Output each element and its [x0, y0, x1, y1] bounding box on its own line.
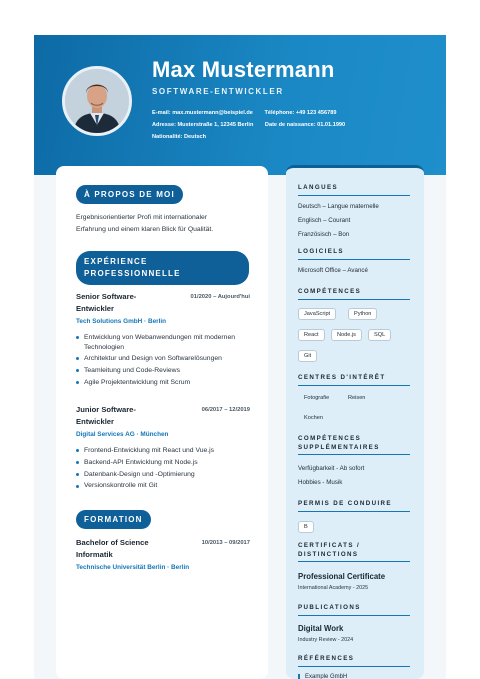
candidate-role: SOFTWARE-ENTWICKLER	[152, 87, 284, 96]
education-heading: FORMATION	[76, 510, 151, 529]
extra-skills-heading	[298, 435, 410, 455]
language-item: Englisch – Courant	[298, 217, 351, 224]
resume-header	[34, 35, 446, 175]
job-2-bullets	[76, 446, 261, 493]
extra-skill-item: Verfügbarkeit - Ab sofort	[298, 465, 365, 472]
job-1-dates: 01/2020 – Aujourd'hui	[190, 294, 250, 300]
list-item: Backend-API Entwicklung mit Node.js	[76, 458, 261, 468]
cert-heading-line-2: DISTINCTIONS	[298, 550, 359, 558]
extra-heading-line-2: SUPPLÉMENTAIRES	[298, 443, 380, 451]
list-item: Versionskontrolle mit Git	[76, 481, 261, 491]
job-1-bullets	[76, 333, 261, 390]
extra-heading-line-1: COMPÉTENCES	[298, 435, 362, 442]
about-line-2: Erfahrung und einem klaren Blick für Qualität.	[76, 226, 214, 233]
skills-heading: COMPÉTENCES	[298, 288, 410, 300]
main-column	[56, 166, 268, 679]
certificates-heading	[298, 542, 410, 562]
interest-item: Fotografie	[304, 395, 330, 401]
contact-row-3	[152, 134, 216, 140]
experience-heading: EXPÉRIENCE PROFESSIONNELLE	[76, 251, 249, 285]
list-item: Datenbank-Design und -Optimierung	[76, 470, 261, 480]
about-line-1: Ergebnisorientierter Profi mit internationaler	[76, 214, 208, 221]
skill-tag: Python	[348, 308, 377, 320]
education-dates: 10/2013 – 09/2017	[201, 540, 250, 546]
email-text: E-mail: max.mustermann@beispiel.de	[152, 110, 253, 116]
address-text: Adresse: Musterstraße 1, 12345 Berlin	[152, 122, 254, 128]
skill-tag: SQL	[368, 329, 391, 341]
interests-heading: CENTRES D'INTÉRÊT	[298, 374, 410, 386]
about-heading: À PROPOS DE MOI	[76, 185, 183, 204]
extra-skill-item: Hobbies - Musik	[298, 479, 343, 486]
sidebar-column	[286, 165, 424, 679]
interest-item: Kochen	[304, 415, 323, 421]
school-name: Technische Universität Berlin · Berlin	[76, 564, 190, 571]
job-2-dates: 06/2017 – 12/2019	[201, 407, 250, 413]
certificate-title: Professional Certificate	[298, 572, 386, 581]
cert-heading-line-1: CERTIFICATS /	[298, 542, 361, 549]
job-1-title-line-1: Senior Software-	[76, 292, 137, 301]
job-1-company: Tech Solutions GmbH · Berlin	[76, 318, 167, 325]
list-item: Architektur und Design von Softwarelösungen	[76, 354, 261, 364]
list-item: Entwicklung von Webanwendungen mit modernen Technologien	[76, 333, 261, 352]
degree-title	[76, 537, 149, 561]
license-heading: PERMIS DE CONDUIRE	[298, 500, 410, 512]
candidate-name: Max Mustermann	[152, 57, 335, 82]
interest-item: Reisen	[348, 395, 366, 401]
portrait-image	[65, 69, 129, 133]
degree-line-2: Informatik	[76, 550, 113, 559]
profile-photo	[62, 66, 132, 136]
publication-sub: Industry Review - 2024	[298, 637, 354, 643]
skill-tag: Git	[298, 350, 317, 362]
software-item: Microsoft Office – Avancé	[298, 267, 368, 274]
languages-heading: LANGUES	[298, 184, 410, 196]
job-2-title	[76, 404, 136, 428]
references-heading: RÉFÉRENCES	[298, 655, 410, 667]
publications-heading: PUBLICATIONS	[298, 604, 410, 616]
job-1-title	[76, 291, 136, 315]
license-tag: B	[298, 521, 314, 533]
skill-tag: React	[298, 329, 325, 341]
list-item: Frontend-Entwicklung mit React und Vue.js	[76, 446, 261, 456]
skill-tag: JavaScript	[298, 308, 336, 320]
skill-tag: Node.js	[331, 329, 362, 341]
publication-title: Digital Work	[298, 624, 344, 633]
reference-item: Example GmbH	[298, 674, 347, 679]
certificate-sub: International Academy - 2025	[298, 585, 369, 591]
job-2-title-line-2: Entwickler	[76, 417, 114, 426]
resume-page	[34, 35, 446, 679]
degree-line-1: Bachelor of Science	[76, 538, 149, 547]
job-1-title-line-2: Entwickler	[76, 304, 114, 313]
list-item: Agile Projektentwicklung mit Scrum	[76, 378, 261, 388]
language-item: Französisch – Bon	[298, 231, 350, 238]
phone-text: Téléphone: +49 123 456789	[264, 110, 337, 116]
job-2-title-line-1: Junior Software-	[76, 405, 136, 414]
language-item: Deutsch – Langue maternelle	[298, 203, 379, 210]
list-item: Teamleitung und Code-Reviews	[76, 366, 261, 376]
software-heading: LOGICIELS	[298, 248, 410, 260]
contact-row-2	[152, 122, 355, 128]
birthdate-text: Date de naissance: 01.01.1990	[264, 122, 346, 128]
contact-row-1	[152, 110, 346, 116]
job-2-company: Digital Services AG · München	[76, 431, 169, 438]
nationality-text: Nationalité: Deutsch	[152, 134, 207, 140]
